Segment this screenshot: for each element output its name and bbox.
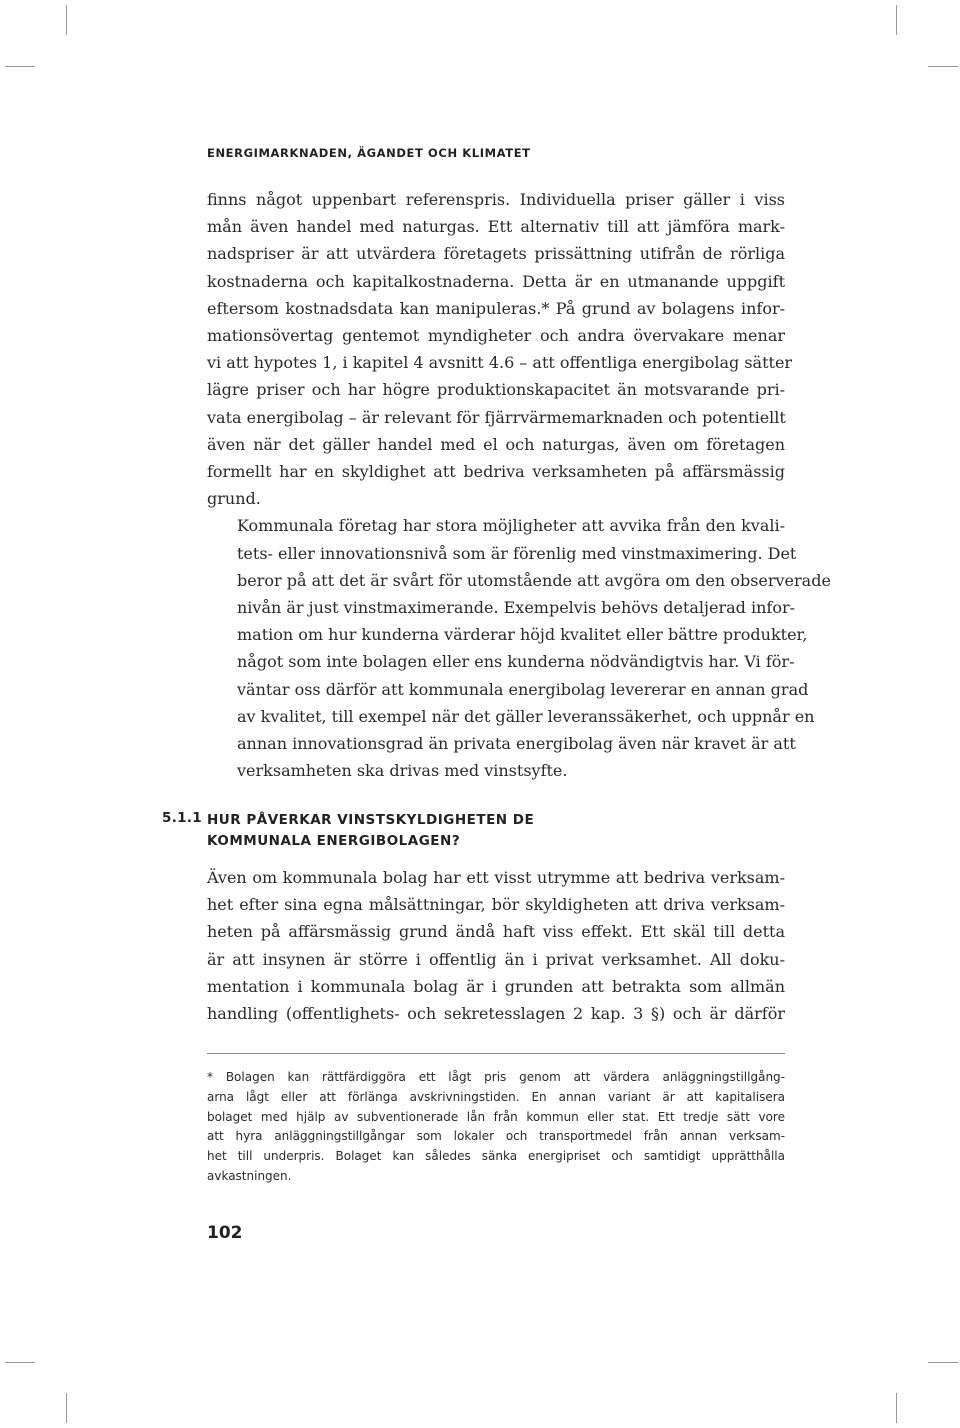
text-line: Kommunala företag har stora möjligheter att avvika från den kvali- — [237, 516, 785, 536]
crop-mark — [5, 66, 35, 67]
text-line: kostnaderna och kapitalkostnaderna. Detta är en utmanande uppgift — [207, 271, 785, 291]
text-line: även när det gäller handel med el och naturgas, även om företagen — [207, 434, 785, 454]
text-line: finns något uppenbart referenspris. Individuella priser gäller i viss — [207, 190, 785, 209]
footnote-line: att hyra anläggningstillgångar som lokaler och transportmedel från annan verksam- — [207, 1129, 785, 1144]
text-line: vata energibolag – är relevant för fjärrvärmemarknaden och potentiellt — [207, 407, 786, 427]
running-head: ENERGIMARKNADEN, ÄGANDET OCH KLIMATET — [207, 146, 531, 160]
footnote-line: arna lågt eller att förlänga avskrivningstiden. En annan variant är att kapitalisera — [207, 1089, 785, 1104]
text-line: beror på att det är svårt för utomstående att avgöra om den observerade — [237, 570, 831, 590]
text-line: lägre priser och har högre produktionskapacitet än motsvarande pri- — [207, 380, 785, 400]
crop-mark — [928, 1362, 958, 1363]
text-line: något som inte bolagen eller ens kunderna nödvändigtvis har. Vi för- — [237, 652, 795, 672]
text-line: handling (offentlighets- och sekretesslagen 2 kap. 3 §) och är därför — [207, 1004, 785, 1024]
text-line: vi att hypotes 1, i kapitel 4 avsnitt 4.6 – att offentliga energibolag sätter — [207, 353, 793, 373]
text-line: mentation i kommunala bolag är i grunden att betrakta som allmän — [207, 976, 785, 996]
crop-mark — [5, 1362, 35, 1363]
text-line: nadspriser är att utvärdera företagets prissättning utifrån de rörliga — [207, 244, 785, 264]
footnote-line: * Bolagen kan rättfärdiggöra ett lågt pris genom att värdera anläggningstillgång- — [207, 1070, 785, 1084]
footnote-line: het till underpris. Bolaget kan således sänka energipriset och samtidigt upprätthålla — [207, 1149, 785, 1164]
crop-mark — [66, 5, 67, 35]
text-line: het efter sina egna målsättningar, bör skyldigheten att driva verksam- — [207, 895, 785, 915]
text-line: annan innovationsgrad än privata energibolag även när kravet är att — [237, 734, 796, 754]
section-title — [207, 810, 534, 852]
text-line: mån även handel med naturgas. Ett alternativ till att jämföra mark- — [207, 217, 785, 237]
paragraph-3 — [207, 864, 785, 1027]
footnote-line: avkastningen. — [207, 1168, 292, 1183]
section-title-line: HUR PÅVERKAR VINSTSKYLDIGHETEN DE — [207, 812, 535, 828]
paragraph-1 — [207, 186, 793, 512]
crop-mark — [928, 66, 958, 67]
text-line: Även om kommunala bolag har ett visst utrymme att bedriva verksam- — [207, 868, 785, 887]
text-line: väntar oss därför att kommunala energibolag levererar en annan grad — [237, 679, 809, 699]
crop-mark — [66, 1393, 67, 1423]
text-line: mationsövertag gentemot myndigheter och andra övervakare menar — [207, 326, 785, 346]
body-text-bottom — [207, 864, 785, 1027]
text-line: nivån är just vinstmaximerande. Exempelvis behövs detaljerad infor- — [237, 598, 796, 618]
section-number: 5.1.1 — [162, 810, 202, 826]
text-line: eftersom kostnadsdata kan manipuleras.* På grund av bolagens infor- — [207, 298, 785, 318]
footnote-divider — [207, 1053, 785, 1054]
text-line: verksamheten ska drivas med vinstsyfte. — [237, 761, 568, 781]
text-line: heten på affärsmässig grund ändå haft viss effekt. Ett skäl till detta — [207, 922, 785, 942]
text-line: av kvalitet, till exempel när det gäller leveranssäkerhet, och uppnår en — [237, 706, 815, 726]
paragraph-2 — [207, 512, 831, 784]
text-line: grund. — [207, 489, 261, 509]
text-line: formellt har en skyldighet att bedriva verksamheten på affärsmässig — [207, 462, 785, 482]
text-line: mation om hur kunderna värderar höjd kvalitet eller bättre produkter, — [237, 625, 808, 645]
section-title-line: KOMMUNALA ENERGIBOLAGEN? — [207, 833, 461, 849]
body-text-top — [207, 186, 831, 784]
footnote-line: bolaget med hjälp av subventionerade lån från kommun eller stat. Ett tredje sätt vore — [207, 1109, 785, 1124]
footnote — [207, 1068, 785, 1187]
text-line: tets- eller innovationsnivå som är förenlig med vinstmaximering. Det — [237, 543, 797, 563]
crop-mark — [896, 5, 897, 35]
page-number: 102 — [207, 1223, 243, 1243]
text-line: är att insynen är större i offentlig än i privat verksamhet. All doku- — [207, 949, 785, 969]
crop-mark — [896, 1393, 897, 1423]
